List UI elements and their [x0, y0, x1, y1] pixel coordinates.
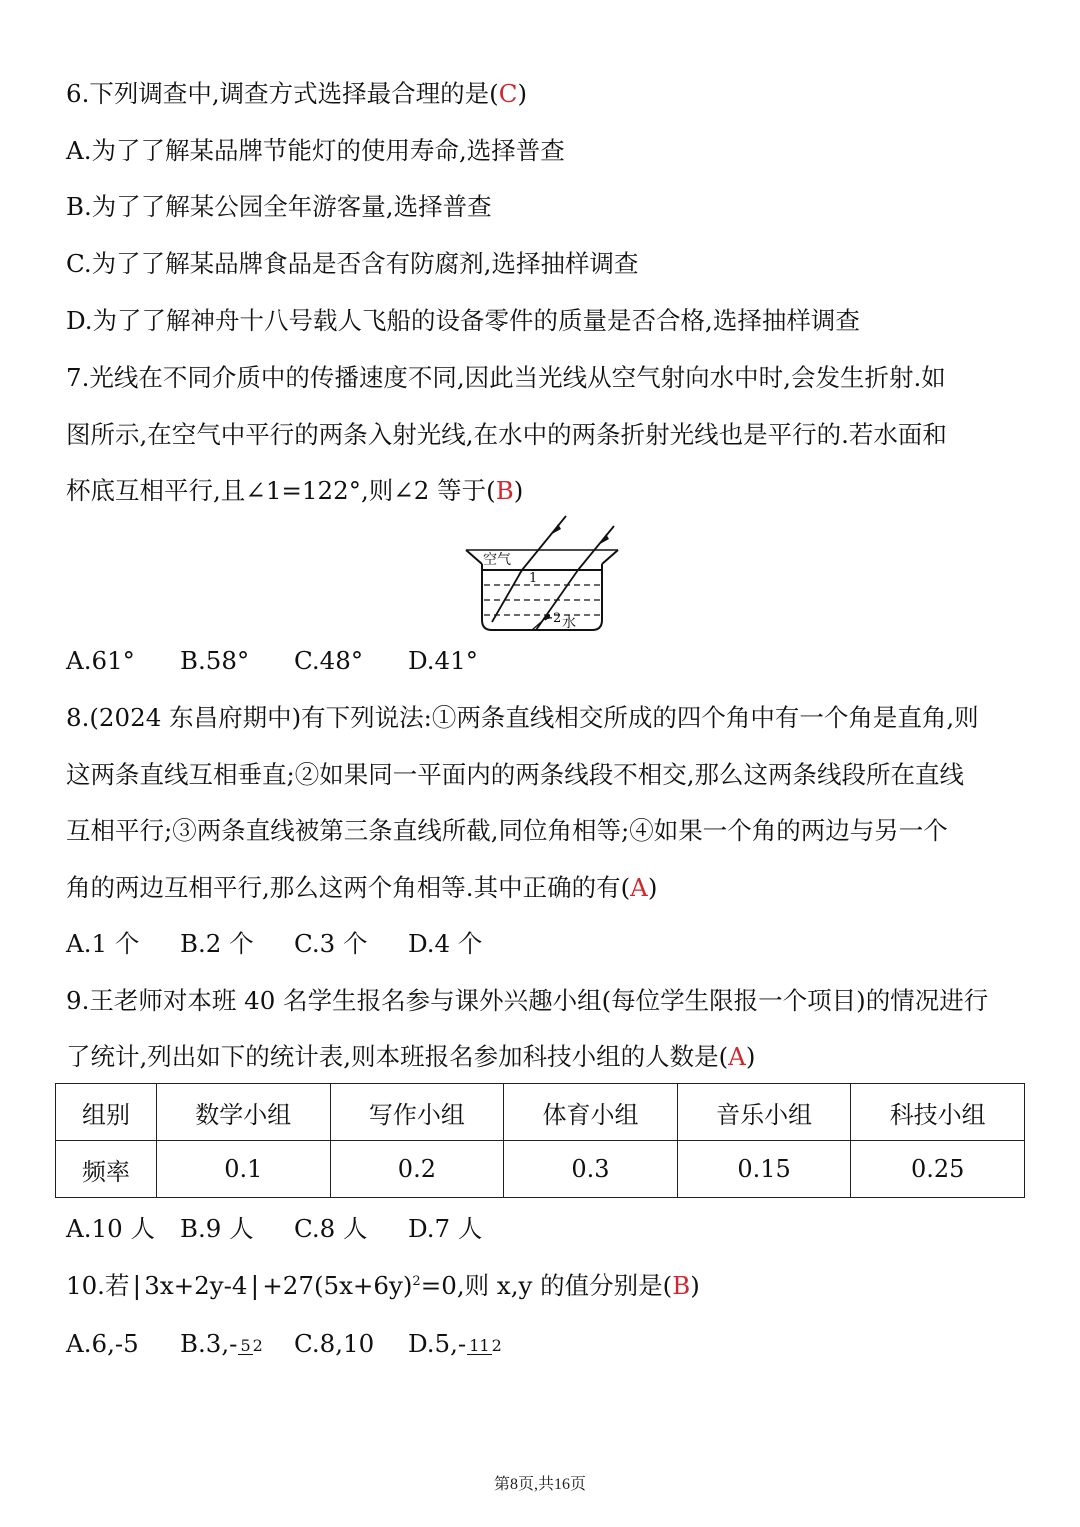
- q10-option-b-fraction: [238, 1337, 262, 1355]
- frequency-table: [55, 1083, 1025, 1198]
- q6-option-b: B.为了了解某公园全年游客量,选择普查: [66, 192, 492, 221]
- q7-close: ): [513, 476, 524, 505]
- q7-line3: [66, 475, 1020, 507]
- q9-line1: 9.王老师对本班 40 名学生报名参与课外兴趣小组(每位学生限报一个项目)的情况进行: [66, 986, 989, 1015]
- refracted-ray-1: [492, 570, 522, 622]
- q7-option-a: A.61°: [66, 646, 135, 675]
- q7-line1: 7.光线在不同介质中的传播速度不同,因此当光线从空气射向水中时,会发生折射.如: [66, 363, 946, 392]
- q10-option-b-prefix: B.3,-: [180, 1329, 238, 1358]
- q9-option-d: D.7 人: [408, 1214, 483, 1243]
- q7-option-d: D.41°: [408, 646, 478, 675]
- q6-option-d: D.为了了解神舟十八号载人飞船的设备零件的质量是否合格,选择抽样调查: [66, 306, 860, 335]
- q10-abs-expr: 3x+2y-4: [144, 1271, 248, 1300]
- fraction-denominator: 2: [252, 1335, 263, 1355]
- angle-1-label: 1: [529, 571, 538, 586]
- table-cell: 0.25: [851, 1141, 1025, 1198]
- incident-ray-2: [578, 526, 614, 570]
- fraction-numerator: 11: [469, 1335, 490, 1355]
- angle-2-dot: [546, 614, 550, 618]
- table-cell: 0.15: [677, 1141, 851, 1198]
- q6-close: ): [517, 79, 528, 108]
- water-label: 水: [562, 615, 576, 631]
- table-cell: 体育小组: [504, 1084, 678, 1141]
- q10-option-c: C.8,10: [294, 1329, 375, 1358]
- q10-option-d-fraction: [467, 1337, 502, 1355]
- ray-2-arrow: [600, 534, 609, 544]
- table-cell: 科技小组: [851, 1084, 1025, 1141]
- q10-option-d: [408, 1328, 502, 1360]
- table-cell: 0.2: [330, 1141, 504, 1198]
- angle-2-line: [532, 616, 548, 630]
- q8-line1: 8.(2024 东昌府期中)有下列说法:①两条直线相交所成的四个角中有一个角是直角,则: [66, 703, 979, 732]
- q10-exponent: 2: [412, 1273, 421, 1289]
- q7-option-b: B.58°: [180, 646, 250, 675]
- q9-option-c: C.8 人: [294, 1214, 368, 1243]
- q6-option-a: A.为了了解某品牌节能灯的使用寿命,选择普查: [66, 136, 565, 165]
- table-row: [56, 1084, 1025, 1141]
- table-cell: 音乐小组: [677, 1084, 851, 1141]
- table-cell: 0.1: [157, 1141, 331, 1198]
- abs-bar-right: |: [247, 1271, 263, 1300]
- q6-answer: C: [498, 79, 518, 108]
- q9-options: [66, 1213, 1020, 1245]
- q10-option-d-prefix: D.5,-: [408, 1329, 467, 1358]
- q8-line4: [66, 872, 1020, 904]
- q10-option-a: A.6,-5: [66, 1329, 139, 1358]
- fraction-denominator: 2: [491, 1335, 502, 1355]
- q8-line3: 互相平行;③两条直线被第三条直线所截,同位角相等;④如果一个角的两边与另一个: [66, 816, 948, 845]
- q8-option-c: C.3 个: [294, 929, 368, 958]
- incident-ray-1: [522, 516, 566, 570]
- q6-stem-text: 6.下列调查中,调查方式选择最合理的是(: [66, 79, 499, 108]
- q10-prefix: 10.若: [66, 1271, 130, 1300]
- q8-close: ): [647, 873, 658, 902]
- q10-answer: B: [672, 1271, 691, 1300]
- page-footer: 第8页,共16页: [493, 1476, 586, 1493]
- q9-option-b: B.9 人: [180, 1214, 254, 1243]
- q8-options: [66, 928, 1020, 960]
- q7-line3-text: 杯底互相平行,且∠1=122°,则∠2 等于(: [66, 476, 496, 505]
- table-cell: 数学小组: [157, 1084, 331, 1141]
- q6-option-c: C.为了了解某品牌食品是否含有防腐剂,选择抽样调查: [66, 249, 639, 278]
- q8-line4-text: 角的两边互相平行,那么这两个角相等.其中正确的有(: [66, 873, 631, 902]
- q8-option-b: B.2 个: [180, 929, 254, 958]
- q10-options: [66, 1328, 1020, 1360]
- q7-options: [66, 645, 1020, 677]
- q10-suffix: =0,则 x,y 的值分别是(: [420, 1271, 673, 1300]
- q8-option-a: A.1 个: [66, 929, 140, 958]
- q8-line2: 这两条直线互相垂直;②如果同一平面内的两条线段不相交,那么这两条线段所在直线: [66, 760, 965, 789]
- q9-answer: A: [728, 1042, 746, 1071]
- abs-bar-left: |: [129, 1271, 145, 1300]
- table-cell: 写作小组: [330, 1084, 504, 1141]
- q10-stem: [66, 1270, 1020, 1302]
- q10-option-b: [180, 1328, 294, 1360]
- table-cell: 组别: [56, 1084, 157, 1141]
- fraction-numerator: 5: [240, 1335, 251, 1355]
- cup-right-rim: [602, 550, 618, 564]
- q10-close: ): [690, 1271, 700, 1300]
- q9-line2: [66, 1041, 1020, 1073]
- refraction-diagram: [462, 512, 622, 636]
- q10-mid: +27(5x+6y): [262, 1271, 413, 1300]
- table-cell: 0.3: [504, 1141, 678, 1198]
- q7-line2: 图所示,在空气中平行的两条入射光线,在水中的两条折射光线也是平行的.若水面和: [66, 420, 947, 449]
- q7-option-c: C.48°: [294, 646, 364, 675]
- q7-answer: B: [495, 476, 514, 505]
- cup-left-rim: [466, 550, 482, 564]
- q9-line2-text: 了统计,列出如下的统计表,则本班报名参加科技小组的人数是(: [66, 1042, 729, 1071]
- q8-option-d: D.4 个: [408, 929, 483, 958]
- q9-close: ): [745, 1042, 756, 1071]
- air-label: 空气: [483, 552, 511, 568]
- q9-option-a: A.10 人: [66, 1214, 155, 1243]
- table-cell: 频率: [56, 1141, 157, 1198]
- angle-2-label: 2: [553, 611, 562, 626]
- refraction-diagram-svg: [462, 512, 622, 636]
- q6-stem: [66, 78, 1020, 110]
- q8-answer: A: [630, 873, 648, 902]
- table-row: [56, 1141, 1025, 1198]
- ray-1-arrow: [552, 524, 561, 534]
